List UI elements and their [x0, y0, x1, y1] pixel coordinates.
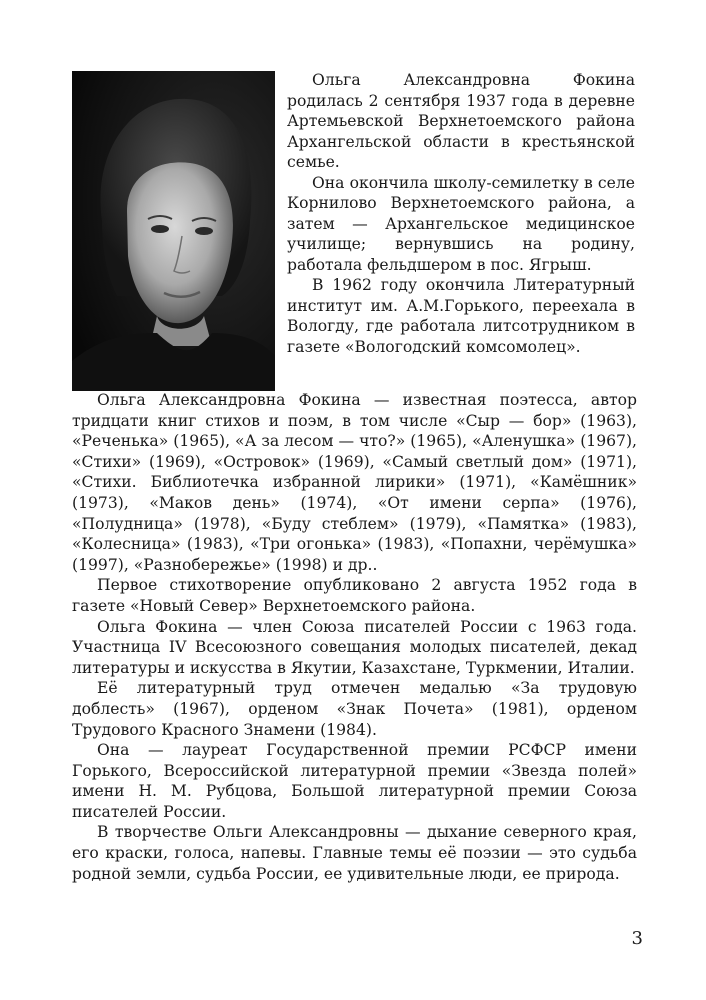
page-number: 3	[631, 928, 643, 949]
body-paragraph: В творчестве Ольги Александровны — дыхание северного края, его краски, голоса, напевы. Главные темы её поэзии — это судьба родной земли, судьба России, ее удивительные люди, ее природа.	[72, 823, 637, 883]
body-paragraph: Её литературный труд отмечен медалью «За трудовую доблесть» (1967), орденом «Знак Почета» (1981), орденом Трудового Красного Знамени (1984).	[72, 679, 637, 739]
author-portrait-photo	[72, 71, 275, 391]
portrait-icon	[72, 71, 275, 391]
body-paragraph: Ольга Александровна Фокина — известная поэтесса, автор тридцати книг стихов и поэм, в том числе «Сыр — бор» (1963), «Реченька» (1965), «А за лесом — что?» (1965), «Аленушка» (1967), «Стихи» (1969), «Островок» (1969), «Самый светлый дом» (1971), «Стихи. Библиотечка избранной лирики» (1971), «Камёшник» (1973), «Маков день» (1974), «От имени серпа» (1976), «Полудница» (1978), «Буду стеблем» (1979), «Памятка» (1983), «Колесница» (1983), «Три огонька» (1983), «Попахни, черёмушка» (1997), «Разнобережье» (1998) и др..	[72, 391, 637, 574]
intro-text-block	[287, 70, 635, 357]
body-paragraph: Ольга Фокина — член Союза писателей России с 1963 года. Участница IV Всесоюзного совещания молодых писателей, декад литературы и искусства в Якутии, Казахстане, Туркмении, Италии.	[72, 617, 637, 677]
body-text-block	[72, 390, 637, 884]
intro-paragraph: Ольга Александровна Фокина родилась 2 сентября 1937 года в деревне Артемьевской Верхнетоемского района Архангельской области в крестьянской семье.	[287, 71, 635, 171]
body-paragraph: Первое стихотворение опубликовано 2 августа 1952 года в газете «Новый Север» Верхнетоемского района.	[72, 576, 637, 615]
intro-paragraph: Она окончила школу-семилетку в селе Корнилово Верхнетоемского района, а затем — Архангельское медицинское училище; вернувшись на родину, работала фельдшером в пос. Ягрыш.	[287, 173, 635, 274]
body-paragraph: Она — лауреат Государственной премии РСФСР имени Горького, Всероссийской литературной премии «Звезда полей» имени Н. М. Рубцова, Большой литературной премии Союза писателей России.	[72, 741, 637, 821]
intro-paragraph: В 1962 году окончила Литературный институт им. А.М.Горького, переехала в Вологду, где работала литсотрудником в газете «Вологодский комсомолец».	[287, 276, 635, 356]
